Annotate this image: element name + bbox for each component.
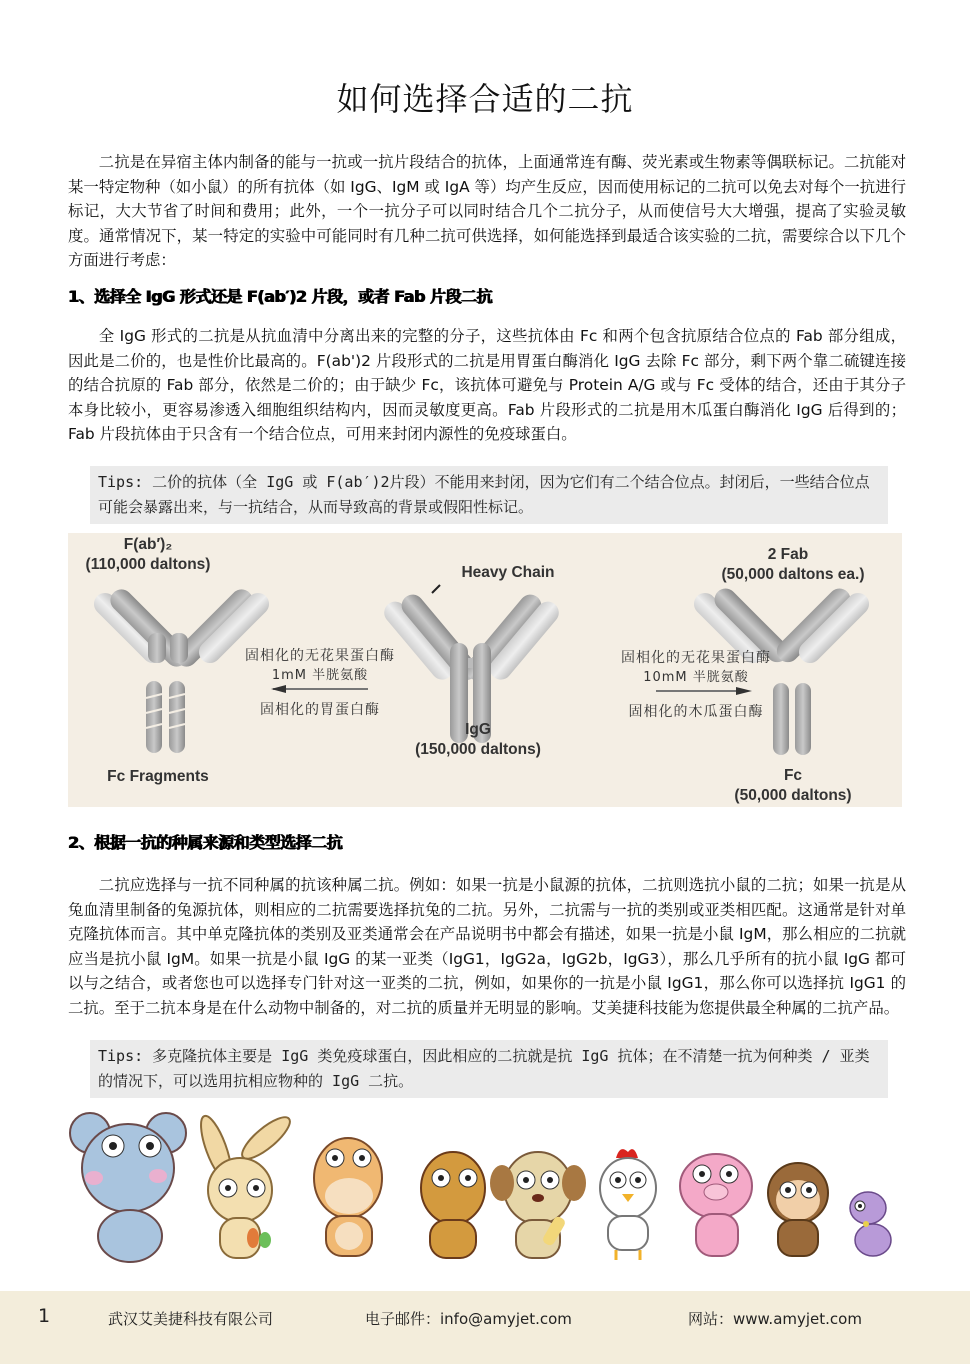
- footer-website[interactable]: 网站：www.amyjet.com: [688, 1310, 862, 1328]
- section2-heading: 2、根据一抗的种属来源和类型选择二抗: [68, 833, 343, 852]
- fc-label: Fc: [783, 767, 803, 784]
- section1-paragraph: 全 IgG 形式的二抗是从抗血清中分离出来的完整的分子，这些抗体由 Fc 和两个包含抗原结合位点的 Fab 部分组成，因此是二价的，也是性价比最高的。F(ab')2 片段形式的二抗是用胃蛋白酶消化 IgG 去除 Fc 部分，剩下两个靠二硫键连接的结合抗原的 Fab 部分，依然是二价的；由于缺少 Fc，该抗体可避免与 Protein A/G 或与 Fc 受体的结合，还由于其分子本身比较小，更容易渗透入细胞组织结构内，因而灵敏度更高。Fab 片段形式的二抗是用木瓜蛋白酶消化 IgG 后得到的；Fab 片段抗体由于只含有一个结合位点，可用来封闭内源性的免疫球蛋白。: [68, 327, 906, 443]
- page-footer: [0, 1291, 970, 1364]
- cow-cartoon-icon: [314, 1138, 382, 1256]
- pig-cartoon-icon: [680, 1154, 752, 1256]
- page-title: 如何选择合适的二抗: [336, 80, 634, 118]
- fc-fragments-label: Fc Fragments: [107, 768, 209, 785]
- section1-tips: Tips: 二价的抗体（全 IgG 或 F(ab′)2片段）不能用来封闭，因为它们有二个结合位点。封闭后，一些结合位点可能会暴露出来，与一抗结合，从而导致高的背景或假阳性标记。: [90, 466, 888, 524]
- cartoon-animals-row: [68, 1108, 908, 1268]
- mouse-cartoon-icon: [70, 1113, 186, 1262]
- horse-cartoon-icon: [421, 1152, 485, 1258]
- right-enzyme-bottom: 固相化的木瓜蛋白酶: [628, 704, 764, 720]
- dog-cartoon-icon: [490, 1152, 586, 1258]
- igg-mass: (150,000 daltons): [415, 741, 541, 758]
- fc-fragments-icon: [146, 681, 185, 753]
- right-enzyme-top: 固相化的无花果蛋白酶: [621, 650, 771, 666]
- fab-mass: (50,000 daltons ea.): [721, 566, 865, 583]
- fab2-mass: (110,000 daltons): [85, 556, 211, 573]
- left-enzyme-mid: 1mM 半胱氨酸: [271, 668, 369, 683]
- right-enzyme-mid: 10mM 半胱氨酸: [643, 670, 749, 685]
- intro-paragraph: 二抗是在异宿主体内制备的能与一抗或一抗片段结合的抗体，上面通常连有酶、荧光素或生物素等偶联标记。二抗能对某一特定物种（如小鼠）的所有抗体（如 IgG、IgM 或 IgA 等）均产生反应，因而使用标记的二抗可以免去对每个一抗进行标记，大大节省了时间和费用；此外，一个一抗分子可以同时结合几个二抗分子，从而使信号大大增强，提高了实验灵敏度。通常情况下，某一特定的实验中可能同时有几种二抗可供选择，如何能选择到最适合该实验的二抗，需要综合以下几个方面进行考虑：: [68, 153, 906, 269]
- right-arrow-icon: [656, 687, 752, 695]
- antibody-digestion-diagram: [68, 533, 902, 807]
- footer-email[interactable]: 电子邮件：info@amyjet.com: [365, 1310, 572, 1328]
- left-enzyme-bottom: 固相化的胃蛋白酶: [260, 702, 380, 718]
- page-number: 1: [38, 1305, 51, 1327]
- left-arrow-icon: [271, 685, 368, 693]
- fc-mass: (50,000 daltons): [734, 787, 852, 804]
- section1-heading: 1、选择全 IgG 形式还是 F(ab′)2 片段，或者 Fab 片段二抗: [68, 287, 492, 306]
- cat-cartoon-icon: [850, 1192, 891, 1256]
- fab2-label: F(ab′)₂: [123, 536, 173, 553]
- chicken-cartoon-icon: [600, 1149, 656, 1260]
- section2-paragraph: 二抗应选择与一抗不同种属的抗该种属二抗。例如：如果一抗是小鼠源的抗体，二抗则选抗小鼠的二抗；如果一抗是从兔血清里制备的兔源抗体，则相应的二抗需要选择抗兔的二抗。另外，二抗需与一抗的类别或亚类相匹配。这通常是针对单克隆抗体而言。其中单克隆抗体的类别及亚类通常会在产品说明书中都会有描述，如果一抗是小鼠 IgM，那么相应的二抗就应当是抗小鼠 IgM。如果一抗是小鼠 IgG 的某一亚类（IgG1，IgG2a，IgG2b，IgG3），那么几乎所有的抗小鼠 IgG 都可以与之结合，或者您也可以选择专门针对这一亚类的二抗，例如，如果你的一抗是小鼠 IgG1，那么你可以选择抗 IgG1 的二抗。至于二抗本身是在什么动物中制备的，对二抗的质量并无明显的影响。艾美捷科技能为您提供最全种属的二抗产品。: [68, 876, 906, 1017]
- igg-label: IgG: [465, 721, 491, 738]
- footer-company: 武汉艾美捷科技有限公司: [108, 1310, 274, 1328]
- heavy-chain-label: Heavy Chain: [461, 564, 555, 581]
- fab-label: 2 Fab: [767, 546, 809, 563]
- section2-tips: Tips: 多克隆抗体主要是 IgG 类免疫球蛋白，因此相应的二抗就是抗 IgG 抗体；在不清楚一抗为何种类 / 亚类的情况下，可以选用抗相应物种的 IgG 二抗。: [90, 1040, 888, 1098]
- rabbit-cartoon-icon: [195, 1111, 295, 1258]
- monkey-cartoon-icon: [768, 1163, 828, 1256]
- left-enzyme-top: 固相化的无花果蛋白酶: [245, 648, 395, 664]
